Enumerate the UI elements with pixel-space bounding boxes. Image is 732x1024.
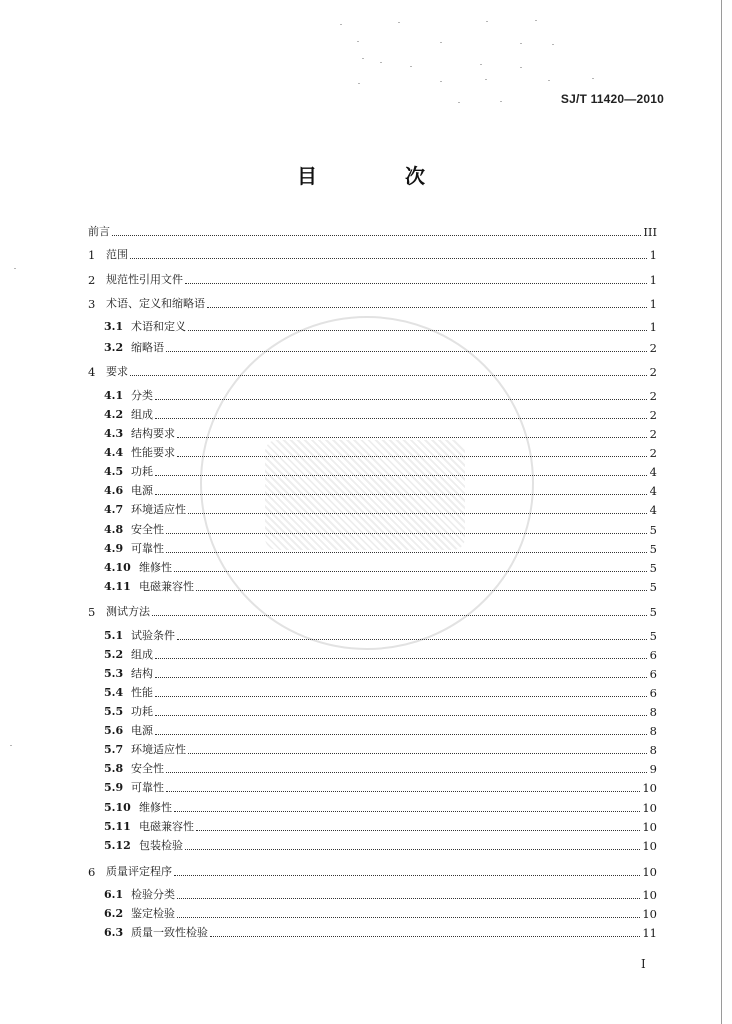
toc-label: 检验分类	[131, 888, 175, 901]
toc-page-number: 5	[649, 605, 657, 619]
toc-leader-dots	[155, 658, 647, 659]
toc-page-number: 6	[649, 648, 657, 662]
toc-number: 4.6	[104, 484, 124, 497]
toc-entry-4-11[interactable]	[104, 577, 657, 595]
toc-page-number: 10	[642, 888, 657, 902]
toc-page-number: 2	[649, 389, 657, 403]
toc-page-number: 1	[649, 297, 657, 311]
toc-page-number: III	[643, 225, 657, 239]
toc-label: 质量一致性检验	[131, 926, 208, 939]
toc-page-number: 1	[649, 273, 657, 287]
toc-entry-5-4[interactable]	[104, 683, 657, 701]
toc-entry-6-2[interactable]	[104, 904, 657, 922]
toc-leader-dots	[177, 456, 647, 457]
toc-page-number: 6	[649, 667, 657, 681]
toc-entry-6-3[interactable]	[104, 923, 657, 941]
toc-number: 4	[88, 365, 96, 379]
toc-number: 5.5	[104, 705, 124, 718]
toc-entry-4-8[interactable]	[104, 520, 657, 538]
toc-number: 5.12	[104, 839, 131, 852]
toc-number: 4.2	[104, 408, 124, 421]
toc-entry-5-5[interactable]	[104, 702, 657, 720]
toc-page-number: 1	[649, 320, 657, 334]
toc-leader-dots	[155, 418, 647, 419]
toc-entry-4-4[interactable]	[104, 443, 657, 461]
toc-label: 术语、定义和缩略语	[106, 297, 205, 310]
toc-leader-dots	[177, 639, 647, 640]
toc-leader-dots	[174, 811, 640, 812]
toc-label: 电源	[131, 484, 153, 497]
toc-label: 维修性	[139, 801, 172, 814]
toc-number: 5.10	[104, 801, 131, 814]
toc-entry-4-6[interactable]	[104, 481, 657, 499]
toc-page-number: 5	[649, 561, 657, 575]
toc-page-number: 4	[649, 503, 657, 517]
toc-label: 要求	[106, 365, 128, 378]
toc-entry-4-3[interactable]	[104, 424, 657, 442]
toc-page-number: 8	[649, 705, 657, 719]
toc-entry-2[interactable]	[88, 270, 657, 288]
toc-leader-dots	[155, 494, 647, 495]
toc-label: 结构要求	[131, 427, 175, 440]
toc-number: 2	[88, 273, 96, 287]
footer-page-number: I	[641, 957, 646, 971]
toc-entry-5-9[interactable]	[104, 778, 657, 796]
toc-number: 3	[88, 297, 96, 311]
toc-label: 鉴定检验	[131, 907, 175, 920]
toc-number: 4.10	[104, 561, 131, 574]
toc-label: 电源	[131, 724, 153, 737]
toc-number: 6.2	[104, 907, 124, 920]
toc-number: 4.11	[104, 580, 131, 593]
toc-leader-dots	[188, 753, 647, 754]
toc-entry-4-9[interactable]	[104, 539, 657, 557]
toc-entry-4-2[interactable]	[104, 405, 657, 423]
toc-number: 6.3	[104, 926, 124, 939]
toc-number: 4.7	[104, 503, 124, 516]
toc-entry-5-10[interactable]	[104, 798, 657, 816]
toc-leader-dots	[155, 399, 647, 400]
toc-label: 安全性	[131, 523, 164, 536]
toc-entry-preface[interactable]	[88, 222, 657, 240]
toc-page-number: 5	[649, 629, 657, 643]
toc-entry-6-1[interactable]	[104, 885, 657, 903]
toc-number: 4.1	[104, 389, 124, 402]
toc-label: 测试方法	[106, 605, 150, 618]
toc-leader-dots	[130, 258, 647, 259]
toc-entry-5-7[interactable]	[104, 740, 657, 758]
toc-leader-dots	[166, 351, 647, 352]
toc-leader-dots	[155, 475, 647, 476]
toc-entry-5-11[interactable]	[104, 817, 657, 835]
toc-entry-3[interactable]	[88, 294, 657, 312]
toc-label: 环境适应性	[131, 503, 186, 516]
toc-page-number: 2	[649, 427, 657, 441]
toc-label: 安全性	[131, 762, 164, 775]
toc-leader-dots	[152, 615, 647, 616]
toc-entry-5-1[interactable]	[104, 626, 657, 644]
toc-label: 组成	[131, 648, 153, 661]
toc-leader-dots	[174, 571, 647, 572]
toc-label: 缩略语	[131, 341, 164, 354]
toc-leader-dots	[155, 696, 647, 697]
toc-leader-dots	[112, 235, 641, 236]
toc-number: 5.7	[104, 743, 124, 756]
toc-entry-5[interactable]	[88, 602, 657, 620]
toc-page-number: 10	[642, 865, 657, 879]
toc-page-number: 2	[649, 446, 657, 460]
toc-page-number: 10	[642, 820, 657, 834]
toc-label: 可靠性	[131, 781, 164, 794]
toc-number: 5	[88, 605, 96, 619]
toc-page-number: 10	[642, 801, 657, 815]
toc-number: 5.3	[104, 667, 124, 680]
toc-label: 术语和定义	[131, 320, 186, 333]
toc-number: 6.1	[104, 888, 124, 901]
toc-leader-dots	[130, 375, 647, 376]
toc-leader-dots	[188, 513, 647, 514]
toc-entry-6[interactable]	[88, 862, 657, 880]
toc-number: 3.2	[104, 341, 124, 354]
toc-label: 包装检验	[139, 839, 183, 852]
toc-number: 1	[88, 248, 96, 262]
toc-number: 4.5	[104, 465, 124, 478]
toc-leader-dots	[166, 533, 647, 534]
toc-number: 4.3	[104, 427, 124, 440]
toc-page-number: 8	[649, 743, 657, 757]
toc-label: 维修性	[139, 561, 172, 574]
toc-page-number: 10	[642, 781, 657, 795]
toc-label: 功耗	[131, 705, 153, 718]
toc-leader-dots	[188, 330, 647, 331]
toc-label: 前言	[88, 225, 110, 238]
toc-number: 4.8	[104, 523, 124, 536]
toc-number: 4.4	[104, 446, 124, 459]
toc-leader-dots	[174, 875, 640, 876]
toc-label: 功耗	[131, 465, 153, 478]
toc-number: 5.8	[104, 762, 124, 775]
toc-page-number: 9	[649, 762, 657, 776]
toc-page-number: 5	[649, 542, 657, 556]
toc-entry-1[interactable]	[88, 245, 657, 263]
toc-label: 试验条件	[131, 629, 175, 642]
toc-label: 结构	[131, 667, 153, 680]
toc-label: 组成	[131, 408, 153, 421]
toc-entry-5-8[interactable]	[104, 759, 657, 777]
toc-leader-dots	[155, 715, 647, 716]
toc-leader-dots	[177, 437, 647, 438]
toc-page-number: 10	[642, 907, 657, 921]
toc-leader-dots	[166, 552, 647, 553]
toc-leader-dots	[196, 590, 647, 591]
toc-label: 电磁兼容性	[139, 820, 194, 833]
toc-label: 可靠性	[131, 542, 164, 555]
toc-entry-4-10[interactable]	[104, 558, 657, 576]
toc-leader-dots	[196, 830, 640, 831]
toc-label: 规范性引用文件	[106, 273, 183, 286]
toc-label: 性能	[131, 686, 153, 699]
toc-page-number: 5	[649, 580, 657, 594]
toc-leader-dots	[207, 307, 647, 308]
toc-number: 4.9	[104, 542, 124, 555]
toc-entry-5-2[interactable]	[104, 645, 657, 663]
toc-number: 5.4	[104, 686, 124, 699]
standard-code: SJ/T 11420—2010	[560, 92, 664, 106]
toc-number: 6	[88, 865, 96, 879]
toc-label: 范围	[106, 248, 128, 261]
toc-label: 电磁兼容性	[139, 580, 194, 593]
toc-page-number: 2	[649, 341, 657, 355]
toc-entry-5-6[interactable]	[104, 721, 657, 739]
page-title: 目 次	[297, 164, 459, 188]
toc-leader-dots	[155, 734, 647, 735]
toc-entry-4[interactable]	[88, 362, 657, 380]
toc-number: 5.6	[104, 724, 124, 737]
toc-entry-4-7[interactable]	[104, 500, 657, 518]
toc-page-number: 4	[649, 465, 657, 479]
toc-entry-3-2[interactable]	[104, 338, 657, 356]
toc-page-number: 4	[649, 484, 657, 498]
toc-leader-dots	[155, 677, 647, 678]
toc-number: 5.2	[104, 648, 124, 661]
toc-entry-4-5[interactable]	[104, 462, 657, 480]
toc-page-number: 8	[649, 724, 657, 738]
toc-leader-dots	[166, 791, 640, 792]
toc-entry-5-12[interactable]	[104, 836, 657, 854]
toc-label: 质量评定程序	[106, 865, 172, 878]
toc-leader-dots	[185, 849, 640, 850]
toc-entry-4-1[interactable]	[104, 386, 657, 404]
toc-page-number: 6	[649, 686, 657, 700]
toc-page-number: 11	[642, 926, 657, 940]
toc-page-number: 1	[649, 248, 657, 262]
toc-page-number: 2	[649, 365, 657, 379]
toc-leader-dots	[177, 898, 640, 899]
toc-page-number: 10	[642, 839, 657, 853]
toc-leader-dots	[166, 772, 647, 773]
toc-label: 环境适应性	[131, 743, 186, 756]
toc-label: 分类	[131, 389, 153, 402]
toc-number: 5.1	[104, 629, 124, 642]
toc-leader-dots	[185, 283, 647, 284]
toc-leader-dots	[210, 936, 640, 937]
toc-label: 性能要求	[131, 446, 175, 459]
toc-page-number: 2	[649, 408, 657, 422]
toc-number: 3.1	[104, 320, 124, 333]
toc-entry-5-3[interactable]	[104, 664, 657, 682]
toc-page-number: 5	[649, 523, 657, 537]
toc-number: 5.11	[104, 820, 131, 833]
toc-leader-dots	[177, 917, 640, 918]
toc-number: 5.9	[104, 781, 124, 794]
toc-entry-3-1[interactable]	[104, 317, 657, 335]
